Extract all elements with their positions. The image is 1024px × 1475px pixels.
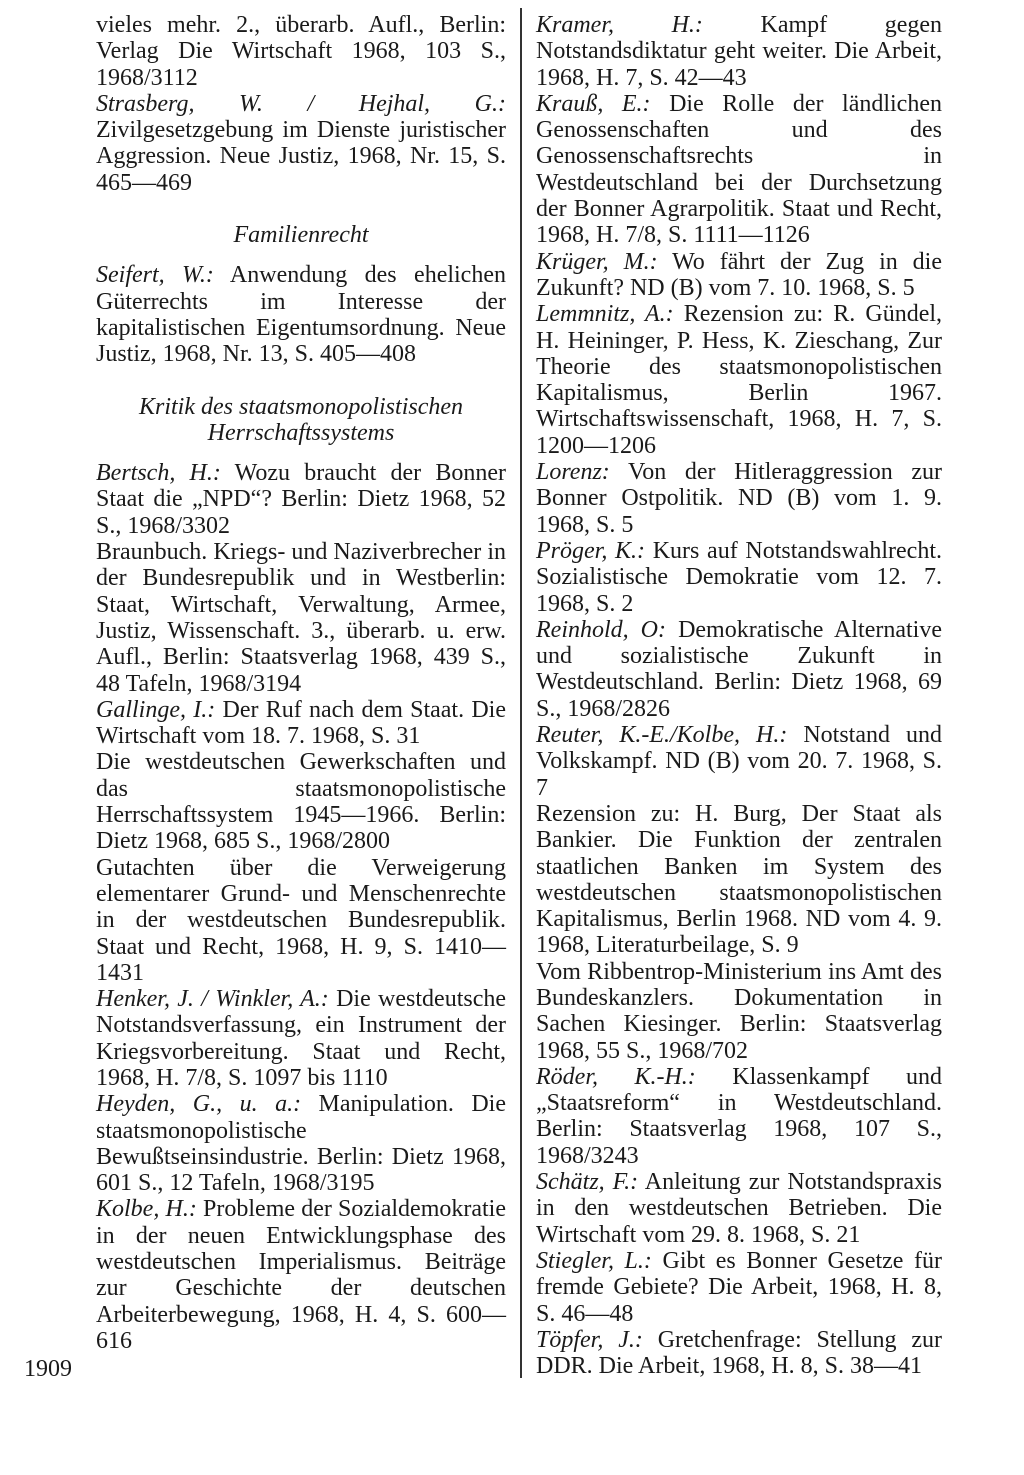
bibliography-entry	[96, 12, 506, 91]
right-column	[536, 12, 942, 1379]
entry-author: Pröger, K.:	[536, 537, 646, 564]
entry-text: Gibt es Bonner Gesetze für fremde Gebiete? Die Arbeit, 1968, H. 8, S. 46—48	[536, 1247, 943, 1327]
entry-author: Kramer, H.:	[536, 12, 703, 38]
spacer	[96, 446, 506, 460]
entry-text: Die westdeutschen Gewerkschaften und das staatsmonopolistische Herrschaftssystem 1945—1966. Berlin: Dietz 1968, 685 S., 1968/2800	[96, 749, 506, 855]
entry-author: Seifert, W.:	[96, 262, 214, 289]
bibliography-entry	[96, 262, 506, 367]
entry-text: Kurs auf Notstandswahlrecht. Sozialistische Demokratie vom 12. 7. 1968, S. 2	[536, 537, 942, 617]
entry-text: Die westdeutsche Notstandsverfassung, ein Instrument der Kriegsvorbereitung. Staat und Recht, 1968, H. 7/8, S. 1097 bis 1110	[96, 986, 507, 1091]
bibliography-entry	[536, 1248, 942, 1327]
bibliography-entry	[96, 749, 506, 854]
bibliography-entry	[96, 855, 506, 986]
entry-author: Reuter, K.-E./Kolbe, H.:	[536, 722, 788, 749]
entry-text: Klassenkampf und „Staatsreform“ in Westdeutschland. Berlin: Staatsverlag 1968, 107 S., 1968/3243	[536, 1063, 943, 1169]
entry-text: Rezension zu: R. Gündel, H. Heininger, P. Hess, K. Zieschang, Zur Theorie des staatsmonopolistischen Kapitalismus, Berlin 1967. Wirtschaftswissenschaft, 1968, H. 7, S. 1200—1206	[536, 301, 943, 459]
entry-author: Röder, K.-H.:	[536, 1063, 696, 1090]
entry-text: Vom Ribbentrop-Ministerium ins Amt des Bundeskanzlers. Dokumentation in Sachen Kiesinger. Berlin: Staatsverlag 1968, 55 S., 1968/702	[536, 958, 942, 1064]
bibliography-entry	[96, 1196, 506, 1354]
bibliography-entry	[536, 722, 942, 801]
spacer	[96, 248, 506, 262]
left-column	[96, 12, 506, 1354]
spacer	[96, 368, 506, 394]
bibliography-entry	[536, 12, 942, 91]
entry-text: Notstand und Volkskampf. ND (B) vom 20. 7. 1968, S. 7	[536, 722, 942, 801]
entry-text: Gutachten über die Verweigerung elementarer Grund- und Menschenrechte in der westdeutschen Bundesrepublik. Staat und Recht, 1968, H. 9, S. 1410—1431	[96, 854, 506, 986]
entry-text: Rezension zu: H. Burg, Der Staat als Bankier. Die Funktion der zentralen staatlichen Banken im System des westdeutschen staatsmonopolistischen Kapitalismus, Berlin 1968. ND vom 4. 9. 1968, Literaturbeilage, S. 9	[536, 800, 942, 959]
bibliography-entry	[96, 539, 506, 697]
entry-author: Krauß, E.:	[536, 90, 651, 117]
entry-author: Gallinge, I.:	[96, 696, 216, 723]
entry-author: Schätz, F.:	[536, 1169, 639, 1196]
entry-text: Gretchenfrage: Stellung zur DDR. Die Arbeit, 1968, H. 8, S. 38—41	[536, 1326, 942, 1380]
bibliography-entry	[536, 91, 942, 249]
entry-author: Krüger, M.:	[536, 248, 658, 275]
column-divider	[520, 8, 522, 1378]
page-number: 1909	[24, 1356, 72, 1382]
entry-author: Töpfer, J.:	[536, 1326, 643, 1353]
entry-text: Probleme der Sozialdemokratie in der neuen Entwicklungsphase des westdeutschen Imperialismus. Beiträge zur Geschichte der deutschen Arbeiterbewegung, 1968, H. 4, S. 600—616	[96, 1196, 506, 1354]
bibliography-entry	[536, 801, 942, 959]
entry-author: Heyden, G., u. a.:	[96, 1091, 302, 1118]
bibliography-entry	[536, 538, 942, 617]
entry-author: Bertsch, H.:	[96, 460, 221, 487]
entry-text: Kampf gegen Notstandsdiktatur geht weiter. Die Arbeit, 1968, H. 7, S. 42—43	[536, 12, 943, 91]
bibliography-entry	[536, 1064, 942, 1169]
entry-text: Wozu braucht der Bonner Staat die „NPD“? Berlin: Dietz 1968, 52 S., 1968/3302	[96, 460, 506, 539]
entry-text: Die Rolle der ländlichen Genossenschaften und des Genossenschaftsrechts in Westdeutschland bei der Durchsetzung der Bonner Agrarpolitik. Staat und Recht, 1968, H. 7/8, S. 1111—1126	[536, 90, 942, 249]
entry-author: Stiegler, L.:	[536, 1247, 652, 1274]
entry-text: Demokratische Alternative und sozialistische Zukunft in Westdeutschland. Berlin: Dietz 1968, 69 S., 1968/2826	[536, 616, 943, 722]
spacer	[96, 196, 506, 222]
entry-text: Anleitung zur Notstandspraxis in den westdeutschen Betrieben. Die Wirtschaft vom 29. 8. 1968, S. 21	[536, 1169, 942, 1248]
bibliography-entry	[96, 986, 506, 1091]
entry-author: Lorenz:	[536, 459, 610, 486]
entry-text: Zivilgesetzgebung im Dienste juristischer Aggression. Neue Justiz, 1968, Nr. 15, S. 465—469	[96, 117, 506, 196]
entry-text: Von der Hitleraggression zur Bonner Ostpolitik. ND (B) vom 1. 9. 1968, S. 5	[536, 459, 942, 538]
entry-text: Der Ruf nach dem Staat. Die Wirtschaft vom 18. 7. 1968, S. 31	[96, 696, 507, 750]
entry-text: Braunbuch. Kriegs- und Naziverbrecher in der Bundesrepublik und in Westberlin: Staat, Wirtschaft, Verwaltung, Armee, Justiz, Wissenschaft. 3., überarb. u. erw. Aufl., Berlin: Staatsverlag 1968, 439 S., 48 Tafeln, 1968/3194	[96, 539, 506, 697]
section-heading: Kritik des staatsmonopolistischen Herrschaftssystems	[139, 393, 463, 446]
entry-text: Manipulation. Die staatsmonopolistische Bewußtseinsindustrie. Berlin: Dietz 1968, 601 S., 12 Tafeln, 1968/3195	[96, 1091, 506, 1197]
bibliography-entry	[536, 1327, 942, 1380]
bibliography-entry	[536, 1169, 942, 1248]
bibliography-entry	[536, 617, 942, 722]
bibliography-entry	[536, 459, 942, 538]
bibliography-entry	[96, 460, 506, 539]
entry-author: Kolbe, H.:	[96, 1196, 197, 1223]
entry-author: Lemmnitz, A.:	[536, 301, 674, 328]
bibliography-entry	[96, 1091, 506, 1196]
bibliography-entry	[96, 91, 506, 196]
bibliography-entry	[536, 249, 942, 302]
entry-author: Strasberg, W. / Hejhal, G.:	[96, 90, 506, 117]
bibliography-entry	[536, 959, 942, 1064]
entry-author: Henker, J. / Winkler, A.:	[96, 986, 329, 1013]
section-heading: Familienrecht	[233, 222, 369, 249]
bibliography-entry	[96, 697, 506, 750]
entry-text: Wo fährt der Zug in die Zukunft? ND (B) vom 7. 10. 1968, S. 5	[536, 248, 942, 301]
entry-text: Anwendung des ehelichen Güterrechts im Interesse der kapitalistischen Eigentumsordnung. Neue Justiz, 1968, Nr. 13, S. 405—408	[96, 262, 506, 368]
entry-text: vieles mehr. 2., überarb. Aufl., Berlin: Verlag Die Wirtschaft 1968, 103 S., 1968/3112	[96, 12, 506, 91]
bibliography-entry	[536, 301, 942, 459]
entry-author: Reinhold, O:	[536, 616, 667, 643]
